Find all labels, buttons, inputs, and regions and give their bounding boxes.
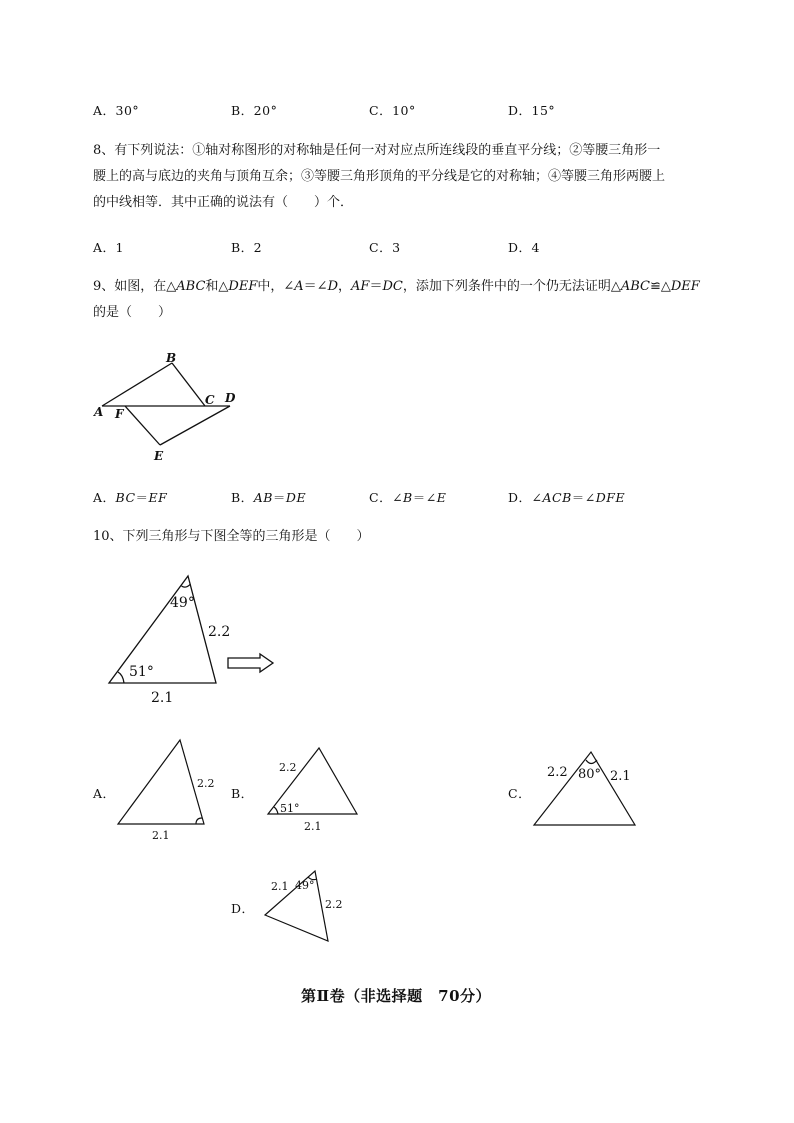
q10-option-a-base: 2.1 bbox=[152, 829, 170, 842]
q10-option-d-right-side: 2.2 bbox=[325, 898, 343, 911]
q10-option-b-left-side: 2.2 bbox=[279, 761, 297, 774]
q9-label-f: F bbox=[115, 407, 124, 421]
q10-option-b-figure bbox=[262, 740, 372, 836]
q8-stem-line-1: 8、有下列说法：①轴对称图形的对称轴是任何一对对应点所连线段的垂直平分线；②等腰三角形一 bbox=[93, 143, 661, 158]
q9-segment-bc bbox=[172, 363, 205, 406]
q9-label-e: E bbox=[154, 449, 164, 463]
q10-arrow-outline bbox=[228, 654, 273, 672]
q9-option-b: B．AB＝DE bbox=[231, 490, 307, 505]
q9-segment-ab bbox=[102, 363, 172, 406]
q10-option-c-triangle bbox=[534, 752, 635, 825]
q10-option-c-right-side: 2.1 bbox=[610, 769, 631, 784]
q8-option-d: D．4 bbox=[508, 240, 540, 255]
q9-option-a: A．BC＝EF bbox=[93, 490, 168, 505]
q9-segment-fe bbox=[125, 406, 160, 445]
q8-stem-line-2: 腰上的高与底边的夹角与顶角互余；③等腰三角形顶角的平分线是它的对称轴；④等腰三角形两腰上 bbox=[93, 169, 666, 184]
q10-option-c-figure bbox=[528, 745, 643, 833]
q10-option-a-figure bbox=[110, 735, 220, 845]
q7-option-a: A．30° bbox=[93, 103, 140, 118]
q10-main-right-side: 2.2 bbox=[208, 624, 231, 640]
q10-main-top-arc bbox=[182, 584, 191, 587]
q7-option-c: C．10° bbox=[369, 103, 416, 118]
q9-label-b: B bbox=[166, 351, 177, 365]
q10-main-triangle bbox=[109, 576, 216, 683]
q7-option-d: D．15° bbox=[508, 103, 556, 118]
q9-stem-line-2: 的是（ ） bbox=[93, 305, 172, 320]
q10-option-a-arc bbox=[196, 818, 202, 824]
q10-option-a-triangle bbox=[118, 740, 204, 824]
q10-option-d-label: D． bbox=[231, 901, 255, 916]
q10-main-left-arc bbox=[118, 672, 124, 683]
q10-option-d-left-side: 2.1 bbox=[271, 880, 289, 893]
q10-option-d-figure bbox=[258, 862, 358, 948]
q8-option-b: B．2 bbox=[231, 240, 263, 255]
section-title: 第Ⅱ卷（非选择题 70分） bbox=[301, 987, 492, 1005]
q8-stem-line-3: 的中线相等．其中正确的说法有（ ）个． bbox=[93, 195, 354, 210]
q10-option-b-angle: 51° bbox=[280, 802, 300, 815]
q10-option-b-label: B． bbox=[231, 786, 254, 801]
q10-option-a-label: A． bbox=[93, 786, 116, 801]
q9-label-d: D bbox=[225, 391, 236, 405]
q10-main-figure bbox=[100, 570, 280, 710]
q10-main-base: 2.1 bbox=[151, 690, 174, 706]
q10-option-b-base: 2.1 bbox=[304, 820, 322, 833]
q10-main-left-angle: 51° bbox=[129, 664, 154, 680]
q10-main-top-angle: 49° bbox=[170, 595, 195, 611]
q10-option-a-right-side: 2.2 bbox=[197, 777, 215, 790]
q8-option-c: C．3 bbox=[369, 240, 401, 255]
q10-option-c-label: C． bbox=[508, 786, 532, 801]
q10-option-c-angle: 80° bbox=[578, 767, 602, 782]
q7-option-b: B．20° bbox=[231, 103, 278, 118]
q8-option-a: A．1 bbox=[93, 240, 124, 255]
q9-label-c: C bbox=[205, 393, 215, 407]
q9-option-c: C．∠B＝∠E bbox=[369, 490, 447, 505]
q10-option-b-arc bbox=[274, 807, 278, 814]
q9-figure bbox=[88, 348, 248, 466]
q9-stem-line-1: 9、如图，在△ABC和△DEF中，∠A＝∠D，AF＝DC，添加下列条件中的一个仍无法证明△ABC≌△DEF bbox=[93, 279, 700, 294]
q10-option-d-angle: 49° bbox=[295, 879, 315, 892]
q9-option-d: D．∠ACB＝∠DFE bbox=[508, 490, 626, 505]
q10-stem: 10、下列三角形与下图全等的三角形是（ ） bbox=[93, 529, 370, 544]
q10-option-c-arc bbox=[586, 760, 597, 764]
q10-option-c-left-side: 2.2 bbox=[547, 765, 568, 780]
q9-label-a: A bbox=[94, 405, 104, 419]
q9-segment-ed bbox=[160, 406, 230, 445]
